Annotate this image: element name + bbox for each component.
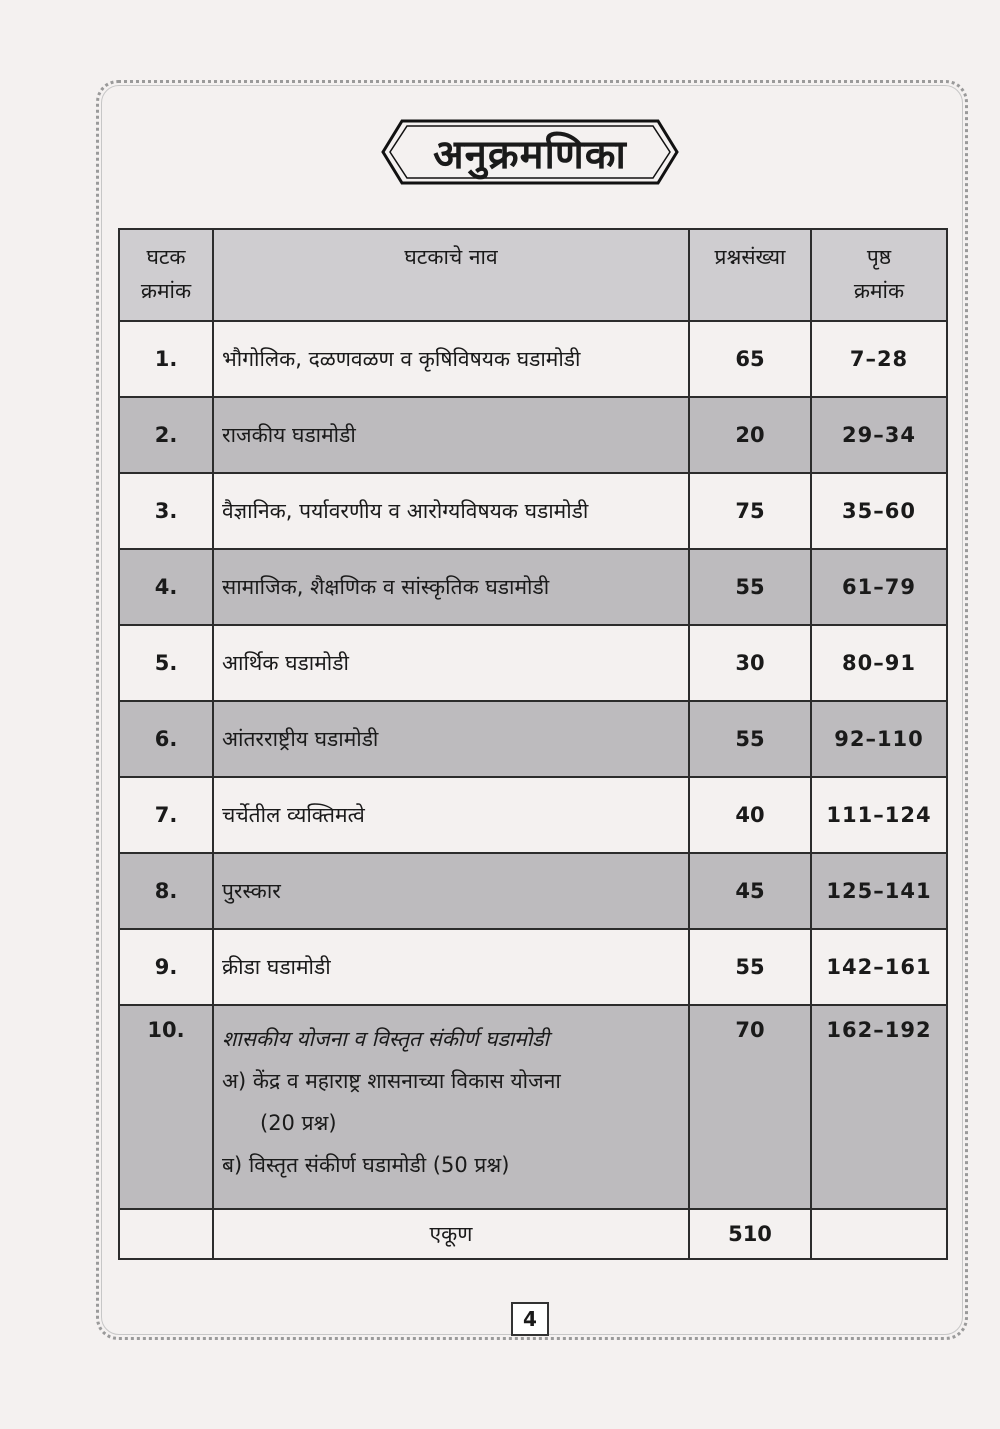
total-pages-empty <box>811 1209 947 1259</box>
row-pages: 111–124 <box>811 777 947 853</box>
row-number: 8. <box>119 853 213 929</box>
row-count: 30 <box>689 625 811 701</box>
row-number: 5. <box>119 625 213 701</box>
row-pages: 142–161 <box>811 929 947 1005</box>
row-number: 2. <box>119 397 213 473</box>
row-name: राजकीय घडामोडी <box>213 397 689 473</box>
page-number: 4 <box>511 1302 549 1336</box>
row-name-title: शासकीय योजना व विस्तृत संकीर्ण घडामोडी <box>222 1027 549 1051</box>
row-count: 45 <box>689 853 811 929</box>
total-row <box>119 1209 947 1259</box>
row-pages: 7–28 <box>811 321 947 397</box>
row-pages: 29–34 <box>811 397 947 473</box>
row-subitem-a-count: (20 प्रश्न) <box>260 1111 337 1135</box>
row-count: 40 <box>689 777 811 853</box>
contents-table <box>118 228 948 1260</box>
row-number: 3. <box>119 473 213 549</box>
table-row <box>119 397 947 473</box>
row-count: 75 <box>689 473 811 549</box>
total-label: एकूण <box>213 1209 689 1259</box>
total-empty-cell <box>119 1209 213 1259</box>
row-number: 6. <box>119 701 213 777</box>
row-pages: 125–141 <box>811 853 947 929</box>
table-row <box>119 929 947 1005</box>
row-count: 55 <box>689 929 811 1005</box>
row-pages: 80–91 <box>811 625 947 701</box>
row-count: 55 <box>689 549 811 625</box>
title-banner <box>380 118 680 186</box>
table-row <box>119 473 947 549</box>
row-pages: 162–192 <box>811 1005 947 1209</box>
row-name: चर्चेतील व्यक्तिमत्वे <box>213 777 689 853</box>
row-count: 65 <box>689 321 811 397</box>
table-row <box>119 625 947 701</box>
row-pages: 92–110 <box>811 701 947 777</box>
row-name: क्रीडा घडामोडी <box>213 929 689 1005</box>
header-count: प्रश्नसंख्या <box>689 229 811 321</box>
header-row <box>119 229 947 321</box>
header-serial: घटक क्रमांक <box>119 229 213 321</box>
row-pages: 61–79 <box>811 549 947 625</box>
row-name: आर्थिक घडामोडी <box>213 625 689 701</box>
row-number: 1. <box>119 321 213 397</box>
row-count: 55 <box>689 701 811 777</box>
row-count: 70 <box>689 1005 811 1209</box>
row-number: 10. <box>119 1005 213 1209</box>
row-number: 4. <box>119 549 213 625</box>
row-subitem-b: ब) विस्तृत संकीर्ण घडामोडी (50 प्रश्न) <box>222 1153 510 1177</box>
header-pages: पृष्ठ क्रमांक <box>811 229 947 321</box>
row-count: 20 <box>689 397 811 473</box>
table-row <box>119 701 947 777</box>
row-subitem-a: अ) केंद्र व महाराष्ट्र शासनाच्या विकास योजना <box>222 1069 561 1093</box>
header-name: घटकाचे नाव <box>213 229 689 321</box>
row-name: वैज्ञानिक, पर्यावरणीय व आरोग्यविषयक घडामोडी <box>213 473 689 549</box>
row-name: पुरस्कार <box>213 853 689 929</box>
table-row <box>119 549 947 625</box>
table-row <box>119 777 947 853</box>
row-name: सामाजिक, शैक्षणिक व सांस्कृतिक घडामोडी <box>213 549 689 625</box>
table-row <box>119 853 947 929</box>
row-name: आंतरराष्ट्रीय घडामोडी <box>213 701 689 777</box>
page-title: अनुक्रमणिका <box>433 131 627 178</box>
table-row <box>119 321 947 397</box>
row-number: 9. <box>119 929 213 1005</box>
table-row-multi <box>119 1005 947 1209</box>
total-count: 510 <box>689 1209 811 1259</box>
row-pages: 35–60 <box>811 473 947 549</box>
row-name: भौगोलिक, दळणवळण व कृषिविषयक घडामोडी <box>213 321 689 397</box>
row-name <box>213 1005 689 1209</box>
row-number: 7. <box>119 777 213 853</box>
